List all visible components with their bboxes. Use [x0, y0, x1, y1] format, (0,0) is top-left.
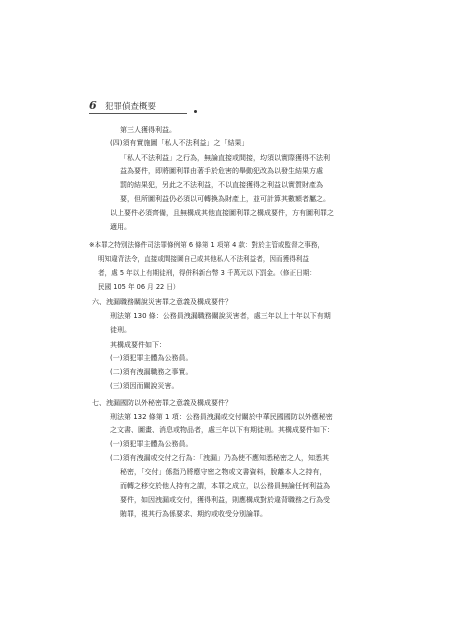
body-line: 以上要件必須齊備，且無構成其他直接圖利罪之構成要件，方有圖利罪之: [110, 209, 334, 217]
header-rule: [89, 113, 187, 114]
body-line: 第三人獲得利益。: [120, 126, 176, 134]
body-line: 刑法第 130 條：公務員洩漏職務關說災害者，處三年以上十年以下有期: [110, 312, 331, 320]
header-title: 犯罪偵查概要: [105, 102, 157, 112]
body-line: 益為要件，即將圖利罪由著手於危害的舉動犯改為以發生結果方處: [120, 167, 323, 175]
body-line: 徒刑。: [110, 326, 131, 334]
body-line: 之文書、圖畫、消息或物品者，處三年以下有期徒刑。其構成要件如下：: [110, 426, 334, 434]
body-line: 罰的結果犯，另此之不法利益，不以直接獲得之利益以實質財產為: [120, 181, 323, 189]
note-line: 者，處 5 年以上有期徒刑，得併科新台幣 3 千萬元以下罰金。（修正日期：: [98, 269, 316, 277]
note-line: 民國 105 年 06 月 22 日）: [98, 283, 180, 291]
body-line: (四)須有實施圖「私人不法利益」之「結果」: [110, 139, 249, 147]
body-line: 適用。: [110, 223, 131, 231]
page-number: 6: [89, 99, 97, 112]
body-line: 「私人不法利益」之行為，無論直接或間接，均須以實際獲得不法利: [120, 154, 330, 162]
list-item: (二)須有洩漏職務之事實。: [110, 368, 193, 376]
body-line: 賄罪，視其行為係要求、期約或收受分別論罪。: [120, 510, 267, 518]
body-line: 而轉之移交於他人持有之謂，本罪之成立，以公務員無論任何利益為: [120, 482, 330, 490]
list-item: (一)須犯罪主體為公務員。: [110, 354, 193, 362]
body-line: 其構成要件如下：: [110, 341, 166, 349]
running-header: [89, 99, 209, 113]
list-item: (三)須因而關說災害。: [110, 382, 179, 390]
body-line: 刑法第 132 條第 1 項：公務員洩漏或交付關於中華民國國防以外應秘密: [110, 413, 333, 421]
list-item: (一)須犯罪主體為公務員。: [110, 440, 193, 448]
note-line: 明知違背法令，直接或間接圖自己或其他私人不法利益者，因而獲得利益: [98, 255, 309, 263]
header-dot: [194, 110, 197, 113]
body-line: 要件，如因洩漏或交付，獲得利益，則應構成對於違背職務之行為受: [120, 496, 330, 504]
list-item: (二)須有洩漏或交付之行為：「洩漏」乃為使不應知悉秘密之人，知悉其: [110, 454, 329, 462]
body-line: 秘密，「交付」係指乃將應守密之物或文書資料，脫離本人之持有，: [120, 468, 327, 476]
section-heading: 七、洩漏國防以外秘密罪之意義及構成要件？: [92, 399, 232, 407]
body-line: 要，但所圖利益仍必須以可轉換為財產上，並可計算其數額者屬之。: [120, 195, 330, 203]
section-heading: 六、洩漏職務關說災害罪之意義及構成要件？: [92, 298, 232, 306]
note-line: ※本罪之特別法條件司法罪條例第 6 條第 1 項第 4 款：對於主管或監督之事務，: [89, 241, 325, 249]
